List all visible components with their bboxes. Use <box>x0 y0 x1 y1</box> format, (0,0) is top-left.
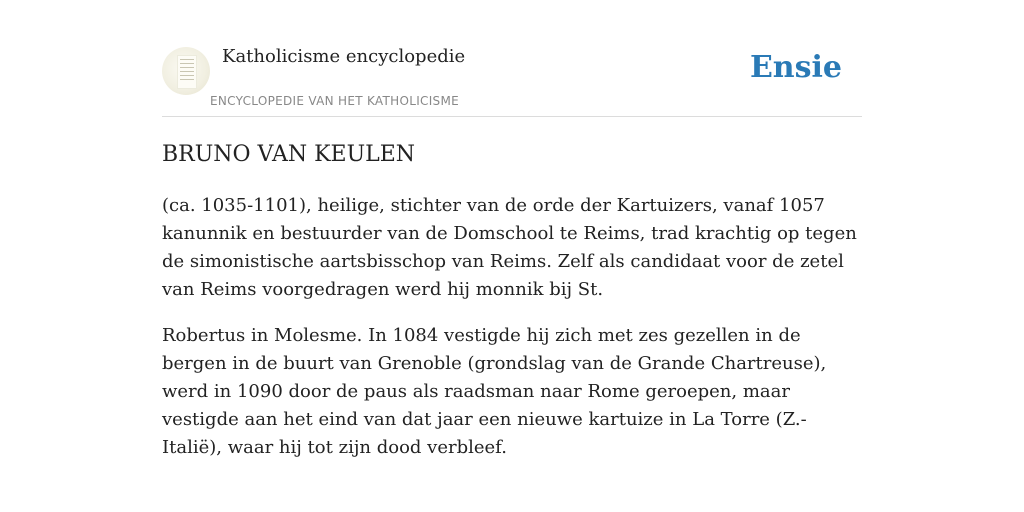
article-paragraph: Robertus in Molesme. In 1084 vestigde hij zich met zes gezellen in de bergen in de buurt van Grenoble (grondslag van de Grande Chartreuse), werd in 1090 door de paus als raadsman naar Rome geroepen, maar vestigde aan het eind van dat jaar een nieuwe kartuize in La Torre (Z.-Italië), waar hij tot zijn dood verbleef. <box>162 325 827 458</box>
book-title[interactable]: Katholicisme encyclopedie <box>222 46 466 67</box>
header <box>162 40 862 117</box>
article-paragraph: (ca. 1035-1101), heilige, stichter van de orde der Kartuizers, vanaf 1057 kanunnik en bestuurder van de Domschool te Reims, trad krachtig op tegen de simonistische aartsbisschop van Reims. Zelf als candidaat voor de zetel van Reims voorgedragen werd hij monnik bij St. <box>162 195 857 300</box>
article-title: BRUNO VAN KEULEN <box>162 142 416 167</box>
book-cover-icon <box>177 55 197 89</box>
book-cover-thumbnail[interactable] <box>162 47 210 95</box>
article <box>162 140 862 462</box>
book-subtitle: ENCYCLOPEDIE VAN HET KATHOLICISME <box>210 94 459 108</box>
brand-logo[interactable]: Ensie <box>749 50 842 85</box>
